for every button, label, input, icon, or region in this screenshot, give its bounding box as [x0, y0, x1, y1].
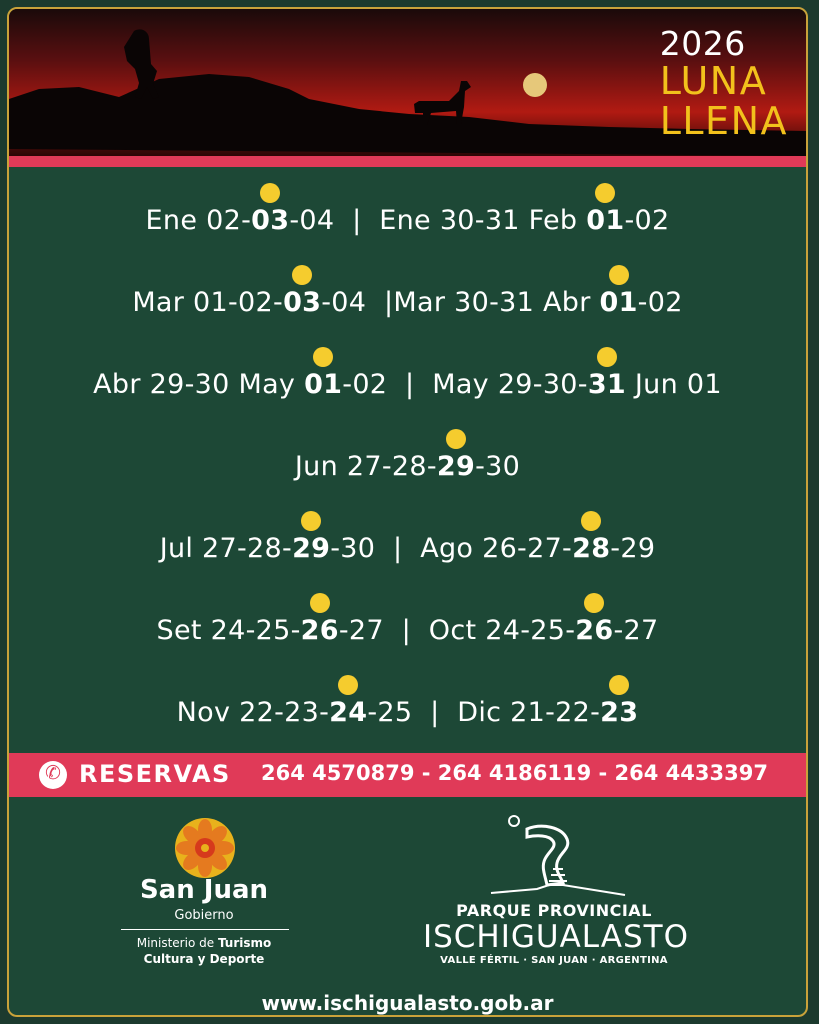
ischigualasto-logo — [487, 809, 627, 899]
ischigualasto-location: VALLE FÉRTIL · SAN JUAN · ARGENTINA — [440, 955, 668, 966]
full-moon-icon — [597, 347, 617, 367]
separator: | — [334, 205, 380, 236]
schedule-line — [9, 369, 806, 400]
separator: | — [366, 287, 394, 318]
left-bold-text: 26 — [300, 615, 339, 646]
phone-icon: ✆ — [39, 761, 67, 789]
right-bold-text: 23 — [600, 697, 639, 728]
reservas-phones[interactable]: 264 4570879 - 264 4186119 - 264 4433397 — [261, 761, 768, 785]
ministerio-label — [109, 935, 299, 967]
schedule-line — [9, 287, 806, 318]
right-pre-text: Ago 26-27- — [420, 533, 573, 564]
right-pre-text: Mar 30-31 Abr — [393, 287, 600, 318]
left-bold-text: 24 — [329, 697, 368, 728]
schedule-row — [9, 185, 806, 267]
reservas-bar — [9, 753, 806, 797]
left-post-text: -04 — [321, 287, 367, 318]
left-post-text: -02 — [342, 369, 388, 400]
left-bold-text: 29 — [292, 533, 331, 564]
left-post-text: -04 — [289, 205, 335, 236]
left-post-text: -30 — [475, 451, 521, 482]
ministerio-line2: Cultura y Deporte — [143, 952, 265, 966]
full-moon-icon — [584, 593, 604, 613]
left-pre-text: Nov 22-23- — [176, 697, 330, 728]
schedule-row — [9, 595, 806, 677]
left-bold-text: 03 — [251, 205, 290, 236]
full-moon-icon — [581, 511, 601, 531]
left-pre-text: Set 24-25- — [156, 615, 301, 646]
left-pre-text: Jul 27-28- — [159, 533, 293, 564]
full-moon-icon — [338, 675, 358, 695]
schedule-line — [9, 615, 806, 646]
right-bold-text: 01 — [586, 205, 625, 236]
title-llena: LLENA — [659, 99, 788, 143]
san-juan-sun-logo — [172, 815, 238, 881]
schedule-row — [9, 349, 806, 431]
left-bold-text: 03 — [283, 287, 322, 318]
schedule-line — [9, 451, 806, 482]
right-pre-text: Oct 24-25- — [428, 615, 576, 646]
full-moon-icon — [260, 183, 280, 203]
ministerio-pre: Ministerio de — [136, 936, 218, 950]
year-label: 2026 — [659, 24, 746, 63]
left-pre-text: Jun 27-28- — [294, 451, 437, 482]
poster-frame — [7, 7, 808, 1017]
separator: | — [383, 615, 429, 646]
left-post-text: -30 — [330, 533, 376, 564]
san-juan-gobierno: Gobierno — [174, 908, 234, 923]
right-post-text: -27 — [613, 615, 659, 646]
right-pre-text: May 29-30- — [432, 369, 588, 400]
left-pre-text: Abr 29-30 May — [93, 369, 305, 400]
right-post-text: -02 — [637, 287, 683, 318]
schedule-line — [9, 697, 806, 728]
full-moon-icon — [313, 347, 333, 367]
right-post-text: Jun 01 — [626, 369, 722, 400]
schedule-line — [9, 205, 806, 236]
right-bold-text: 28 — [572, 533, 611, 564]
full-moon-icon — [609, 265, 629, 285]
left-pre-text: Mar 01-02- — [132, 287, 284, 318]
title-luna: LUNA — [659, 59, 768, 103]
full-moon-icon — [301, 511, 321, 531]
right-bold-text: 26 — [575, 615, 614, 646]
moon-icon — [523, 73, 547, 97]
separator: | — [412, 697, 458, 728]
right-pre-text: Dic 21-22- — [457, 697, 601, 728]
right-bold-text: 01 — [599, 287, 638, 318]
schedule-row — [9, 267, 806, 349]
parque-provincial-label: PARQUE PROVINCIAL — [456, 901, 652, 920]
ischigualasto-name: ISCHIGUALASTO — [422, 919, 690, 955]
left-post-text: -25 — [367, 697, 413, 728]
full-moon-schedule — [9, 185, 806, 759]
ministerio-bold: Turismo — [217, 936, 272, 950]
left-post-text: -27 — [338, 615, 384, 646]
full-moon-icon — [292, 265, 312, 285]
website-link[interactable]: www.ischigualasto.gob.ar — [261, 991, 554, 1015]
schedule-row — [9, 677, 806, 759]
hero-title — [659, 24, 788, 143]
top-accent-band — [9, 156, 806, 167]
schedule-row — [9, 431, 806, 513]
full-moon-icon — [446, 429, 466, 449]
right-pre-text: Ene 30-31 Feb — [379, 205, 587, 236]
hero-banner — [9, 9, 806, 156]
reservas-label: RESERVAS — [79, 760, 231, 788]
left-bold-text: 29 — [436, 451, 476, 482]
left-pre-text: Ene 02- — [145, 205, 252, 236]
separator: | — [375, 533, 421, 564]
full-moon-icon — [310, 593, 330, 613]
left-bold-text: 01 — [304, 369, 343, 400]
schedule-line — [9, 533, 806, 564]
schedule-row — [9, 513, 806, 595]
right-post-text: -02 — [624, 205, 670, 236]
san-juan-name: San Juan — [139, 875, 269, 905]
full-moon-icon — [609, 675, 629, 695]
separator: | — [387, 369, 433, 400]
divider — [121, 929, 289, 930]
right-bold-text: 31 — [587, 369, 627, 400]
right-post-text: -29 — [610, 533, 656, 564]
full-moon-icon — [595, 183, 615, 203]
